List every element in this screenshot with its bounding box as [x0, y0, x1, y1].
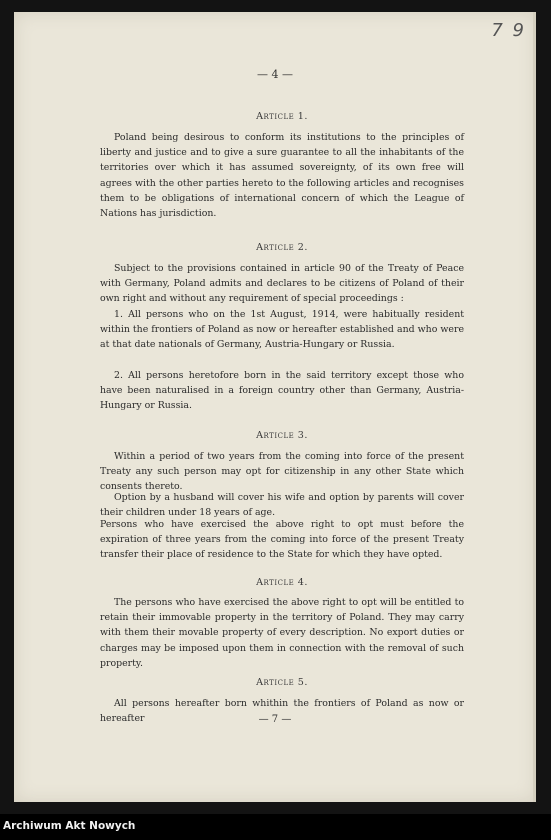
article-2-paragraph-1: 1. All persons who on the 1st August, 1914, were habitually resident within the frontiers of Poland as now or hereafter established and who were at that date nationals of Germany, Austria-Hungary or Russia.	[100, 309, 464, 351]
article-3-title: Article 3.	[256, 430, 308, 441]
archive-name: Archiwum Akt Nowych	[3, 820, 136, 832]
article-2-paragraph-intro: Subject to the provisions contained in article 90 of the Treaty of Peace with Germany, Poland admits and declares to be citizens of Poland of their own right and without any requirement of special proceedings :	[100, 263, 464, 305]
article-4-title: Article 4.	[256, 577, 308, 588]
footer-page-number: — 7 —	[258, 714, 292, 725]
archive-footer-bar	[0, 814, 551, 840]
archive-folio-mark: 7 9	[491, 20, 526, 41]
article-5-title: Article 5.	[256, 677, 308, 688]
article-4-paragraph: The persons who have exercised the above right to opt will be entitled to retain their immovable property in the territory of Poland. They may carry with them their movable property of every description. No export duties or charges may be imposed upon them in connection with the removal of such property.	[100, 597, 464, 669]
article-3-paragraph-3: Persons who have exercised the above right to opt must before the expiration of three years from the coming into force of the present Treaty transfer their place of residence to the State for which they have opted.	[100, 519, 464, 561]
article-5-paragraph: All persons hereafter born whithin the frontiers of Poland as now or hereafter	[100, 698, 464, 725]
header-page-number: — 4 —	[257, 68, 293, 81]
article-1-title: Article 1.	[256, 111, 308, 122]
article-2-paragraph-2: 2. All persons heretofore born in the said territory except those who have been naturalised in a foreign country other than Germany, Austria-Hungary or Russia.	[100, 370, 464, 412]
article-3-paragraph-1: Within a period of two years from the coming into force of the present Treaty any such person may opt for citizenship in any other State which consents thereto.	[100, 451, 464, 493]
article-1-paragraph: Poland being desirous to conform its institutions to the principles of liberty and justice and to give a sure guarantee to all the inhabitants of the territories over which it has assumed sovereignty, of its own free will agrees with the other parties hereto to the following articles and recognises them to be obligations of international concern of which the League of Nations has jurisdiction.	[100, 132, 464, 220]
page-edge	[533, 12, 536, 802]
article-3-paragraph-2: Option by a husband will cover his wife and option by parents will cover their children under 18 years of age.	[100, 492, 464, 519]
document-page	[14, 12, 536, 802]
article-2-title: Article 2.	[256, 242, 308, 253]
